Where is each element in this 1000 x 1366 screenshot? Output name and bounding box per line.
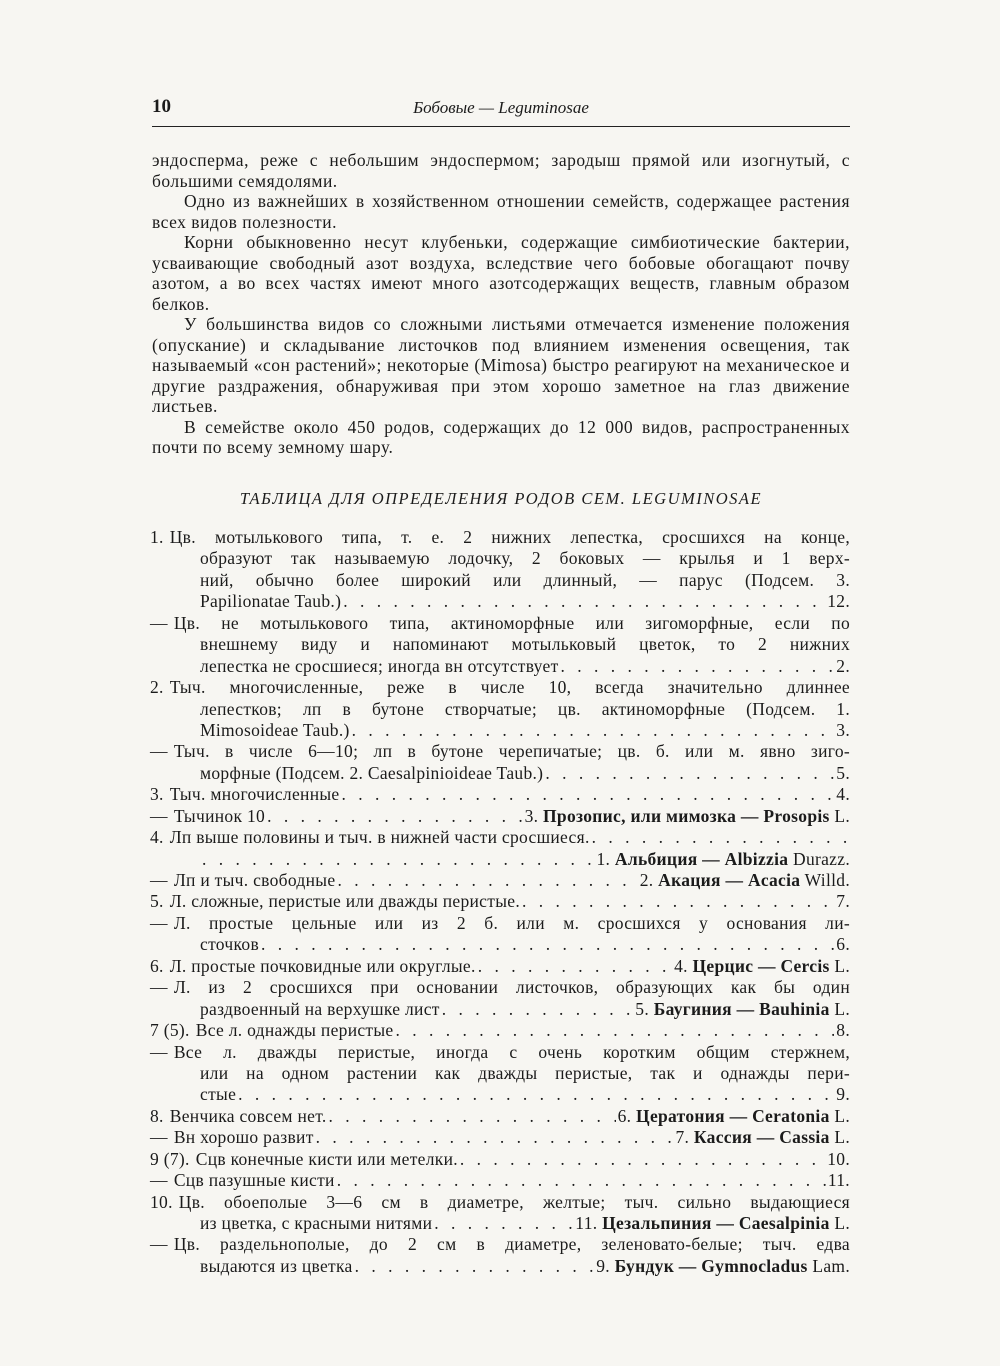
key-line	[150, 1170, 850, 1191]
key-line	[150, 1127, 850, 1148]
key-text: или на одном растении как дважды перистые, так и однажды пери-	[200, 1062, 850, 1083]
genus-latin-name: Prosopis	[763, 805, 830, 826]
intro-paragraph: Корни обыкновенно несут клубеньки, содержащие симбиотические бактерии, усваивающие свободный азот воздуха, вследствие чего бобовые обогащают почву азотом, а во всех частях имеют много азотсодержащих веществ, главным образом белков.	[152, 232, 850, 314]
key-text: из цветка, с красными нитями	[200, 1213, 433, 1233]
key-line	[150, 1234, 850, 1255]
result-number: 2.	[639, 870, 654, 890]
result-number: 11.	[575, 1213, 598, 1233]
key-line	[150, 527, 850, 548]
key-line	[150, 1192, 850, 1213]
key-line	[150, 548, 850, 569]
key-line	[150, 956, 850, 977]
key-number: 3.	[150, 784, 164, 805]
key-line	[150, 741, 850, 762]
key-result	[618, 1106, 850, 1127]
dot-leader	[238, 1084, 834, 1105]
genus-author: Durazz.	[793, 848, 850, 869]
key-text: внешнему виду и напоминают мотыльковый цветок, то 2 нижних	[200, 634, 850, 655]
key-text: Вн хорошо развит	[173, 1127, 314, 1148]
key-ref: 6.	[836, 934, 850, 955]
key-text: Все л. однажды перистые	[195, 1020, 394, 1041]
dot-leader	[352, 720, 835, 741]
key-number: —	[150, 977, 168, 998]
key-text: выдаются из цветка	[200, 1255, 353, 1276]
key-text: Тыч. многочисленные, реже в числе 10, всегда значительно длиннее	[169, 677, 850, 698]
key-text: образуют так называемую лодочку, 2 боковых — крылья и 1 верх-	[200, 548, 850, 569]
genus-author: Lam.	[812, 1255, 850, 1276]
key-line	[150, 677, 850, 698]
key-number: 2.	[150, 677, 164, 698]
dot-leader	[522, 891, 834, 912]
dot-leader	[478, 956, 672, 977]
genus-dash: —	[678, 1255, 697, 1276]
key-text: Л. из 2 сросшихся при основании листочков, образующих как бы один	[173, 977, 850, 998]
intro-paragraph: эндосперма, реже с небольшим эндоспермом; зародыш прямой или изогнутый, с большими семядолями.	[152, 150, 850, 191]
key-line	[150, 1084, 850, 1105]
key-text: лепестков; лп в бутоне створчатые; цв. актиноморфные (Подсем. 1.	[200, 698, 850, 719]
key-result	[596, 849, 850, 870]
genus-dash: —	[702, 848, 720, 869]
key-ref: 11.	[827, 1170, 850, 1191]
result-number: 3.	[524, 805, 539, 826]
genus-dash: —	[725, 870, 744, 890]
dot-leader	[261, 934, 834, 955]
genus-russian-name: Акация	[658, 870, 721, 890]
key-text: Цв. не мотылькового типа, актиноморфные или зигоморфные, если по	[173, 612, 850, 633]
key-ref: 10.	[827, 1148, 850, 1169]
key-text: Сцв пазушные кисти	[173, 1170, 335, 1191]
key-text: Тычинок 10	[173, 805, 266, 826]
genus-author: L.	[834, 1105, 850, 1126]
genus-russian-name: Цератония	[636, 1105, 725, 1126]
genus-russian-name: Бундук	[614, 1255, 675, 1276]
key-number: —	[150, 1234, 168, 1255]
key-text: Лп выше половины и тыч. в нижней части сросшиеся.	[169, 827, 590, 848]
key-line	[150, 720, 850, 741]
key-line	[150, 827, 850, 848]
key-line	[150, 913, 850, 934]
key-text: раздвоенный на верхушке лист	[200, 998, 440, 1019]
intro-paragraph: В семействе около 450 родов, содержащих до 12 000 видов, распространенных почти по всему земному шару.	[152, 416, 850, 457]
intro-paragraph: Одно из важнейших в хозяйственном отношении семейств, содержащее растения всех видов полезности.	[152, 191, 850, 232]
running-title: Бобовые — Leguminosae	[413, 98, 589, 117]
genus-dash: —	[756, 1127, 775, 1148]
genus-author: L.	[834, 805, 850, 826]
key-line	[150, 891, 850, 912]
result-number: 1.	[596, 848, 611, 869]
key-text: Лп и тыч. свободные	[173, 870, 336, 890]
dot-leader	[592, 827, 848, 848]
dot-leader	[267, 806, 523, 827]
key-number: —	[150, 612, 168, 633]
key-text: Все л. дважды перистые, иногда с очень коротким общим стержнем,	[173, 1041, 850, 1062]
key-number: 1.	[150, 527, 164, 547]
page-header	[152, 96, 850, 127]
key-text: Л. сложные, перистые или дважды перистые.	[169, 891, 520, 912]
genus-latin-name: Ceratonia	[752, 1105, 830, 1126]
page-number: 10	[152, 96, 171, 117]
genus-dash: —	[716, 1213, 735, 1233]
result-number: 5.	[635, 998, 650, 1019]
key-line	[150, 1063, 850, 1084]
key-result	[525, 806, 850, 827]
key-result	[575, 1213, 850, 1234]
result-number: 6.	[617, 1105, 632, 1126]
key-line	[150, 634, 850, 655]
key-ref: 2.	[836, 655, 850, 676]
dot-leader	[329, 1106, 616, 1127]
dot-leader	[343, 591, 825, 612]
key-text: Цв. раздельнополые, до 2 см в диаметре, зеленовато-белые; тыч. едва	[173, 1234, 850, 1255]
key-line	[150, 806, 850, 827]
key-line	[150, 1042, 850, 1063]
genus-dash: —	[740, 805, 759, 826]
genus-latin-name: Cassia	[779, 1127, 830, 1148]
key-line	[150, 699, 850, 720]
key-number: 4.	[150, 827, 164, 848]
key-number: 8.	[150, 1105, 164, 1126]
key-ref: 12.	[827, 591, 850, 612]
genus-russian-name: Баугиния	[653, 998, 732, 1019]
dot-leader	[460, 1149, 825, 1170]
key-number: —	[150, 805, 168, 826]
key-number: 10.	[150, 1191, 173, 1212]
key-text: лепестка не сросшиеся; иногда вн отсутствует	[200, 655, 559, 676]
genus-author: L.	[834, 1213, 850, 1233]
genus-author: L.	[834, 998, 850, 1019]
key-line	[150, 977, 850, 998]
key-ref: 8.	[836, 1020, 850, 1041]
dot-leader	[316, 1127, 674, 1148]
key-text: Цв. мотылькового типа, т. е. 2 нижних лепестка, сросшихся на конце,	[169, 527, 850, 547]
key-result	[674, 956, 850, 977]
genus-russian-name: Альбиция	[614, 848, 698, 869]
genus-latin-name: Gymnocladus	[701, 1255, 808, 1276]
key-line	[150, 1256, 850, 1277]
genus-dash: —	[729, 1105, 748, 1126]
key-number: 7 (5).	[150, 1020, 190, 1041]
key-line	[150, 656, 850, 677]
genus-russian-name: Прозопис, или мимозка	[543, 805, 737, 826]
key-text: Тыч. в числе 6—10; лп в бутоне черепичатые; цв. б. или м. явно зиго-	[173, 741, 850, 762]
key-text: стые	[200, 1084, 237, 1105]
dot-leader	[355, 1256, 595, 1277]
genus-latin-name: Cercis	[780, 955, 830, 976]
genus-author: L.	[834, 955, 850, 976]
genus-russian-name: Церцис	[692, 955, 754, 976]
key-number: 6.	[150, 955, 164, 976]
genus-russian-name: Цезальпиния	[602, 1213, 712, 1233]
key-result	[596, 1256, 850, 1277]
result-number: 4.	[674, 955, 688, 976]
key-line	[150, 591, 850, 612]
key-result	[635, 999, 850, 1020]
key-line	[150, 1213, 850, 1234]
key-text: Л. простые цельные или из 2 б. или м. сросшихся у основания ли-	[173, 912, 850, 933]
key-line	[150, 849, 850, 870]
key-line	[150, 934, 850, 955]
key-line	[150, 1106, 850, 1127]
key-number: —	[150, 870, 168, 890]
key-ref: 5.	[836, 762, 850, 783]
result-number: 7.	[675, 1127, 690, 1148]
key-text: сточков	[200, 934, 260, 955]
key-number: —	[150, 1041, 168, 1062]
key-number: 9 (7).	[150, 1148, 190, 1169]
genus-author: Willd.	[804, 870, 850, 890]
genus-author: L.	[834, 1127, 850, 1148]
key-text: Венчика совсем нет.	[169, 1105, 327, 1126]
key-number: —	[150, 1170, 168, 1191]
key-text: Mimosoideae Taub.)	[200, 719, 350, 740]
dot-leader	[337, 870, 637, 891]
key-number: —	[150, 912, 168, 933]
key-ref: 4.	[836, 784, 850, 805]
key-line	[150, 1020, 850, 1041]
dot-leader	[396, 1020, 835, 1041]
dot-leader	[337, 1170, 826, 1191]
key-text: Л. простые почковидные или округлые.	[169, 955, 476, 976]
genus-latin-name: Caesalpinia	[738, 1213, 830, 1233]
key-line	[150, 784, 850, 805]
genus-latin-name: Albizzia	[724, 848, 789, 869]
key-ref: 9.	[836, 1084, 850, 1105]
dot-leader	[442, 999, 634, 1020]
key-number: 5.	[150, 891, 164, 912]
key-text: ний, обычно более широкий или длинный, — парус (Подсем. 3.	[200, 569, 850, 590]
dot-leader	[561, 656, 835, 677]
key-line	[150, 613, 850, 634]
dot-leader	[545, 763, 834, 784]
key-result	[676, 1127, 851, 1148]
key-text: морфные (Подсем. 2. Caesalpinioideae Taub.)	[200, 762, 544, 783]
key-line	[150, 1149, 850, 1170]
key-text: Цв. обоеполые 3—6 см в диаметре, желтые; тыч. сильно выдающиеся	[178, 1191, 850, 1212]
key-ref: 7.	[836, 891, 850, 912]
dot-leader	[434, 1213, 573, 1234]
dot-leader	[341, 784, 834, 805]
key-number: —	[150, 1127, 168, 1148]
key-text: Тыч. многочисленные	[169, 784, 340, 805]
genus-latin-name: Bauhinia	[759, 998, 830, 1019]
key-text: Сцв конечные кисти или метелки.	[195, 1148, 458, 1169]
genus-russian-name: Кассия	[693, 1127, 753, 1148]
key-line	[150, 763, 850, 784]
dot-leader	[202, 849, 594, 870]
key-table-title: ТАБЛИЦА ДЛЯ ОПРЕДЕЛЕНИЯ РОДОВ СЕМ. LEGUMINOSAE	[239, 489, 763, 508]
result-number: 9.	[596, 1255, 610, 1276]
intro-paragraph: У большинства видов со сложными листьями отмечается изменение положения (опускание) и складывание листочков под влиянием изменения освещения, так называемый «сон растений»; некоторые (Mimosa) быстро реагируют на механическое и другие раздражения, обнаруживая при этом хорошо заметное на глаз движение листьев.	[152, 314, 850, 416]
key-result	[640, 870, 850, 891]
key-line	[150, 999, 850, 1020]
key-number: —	[150, 741, 168, 762]
intro-text	[152, 150, 850, 458]
genus-latin-name: Acacia	[747, 870, 801, 890]
genus-dash: —	[736, 998, 755, 1019]
identification-key	[150, 527, 850, 1277]
key-text: Papilionatae Taub.)	[200, 591, 342, 612]
genus-dash: —	[758, 955, 776, 976]
key-ref: 3.	[836, 719, 850, 740]
key-line	[150, 870, 850, 891]
key-line	[150, 570, 850, 591]
